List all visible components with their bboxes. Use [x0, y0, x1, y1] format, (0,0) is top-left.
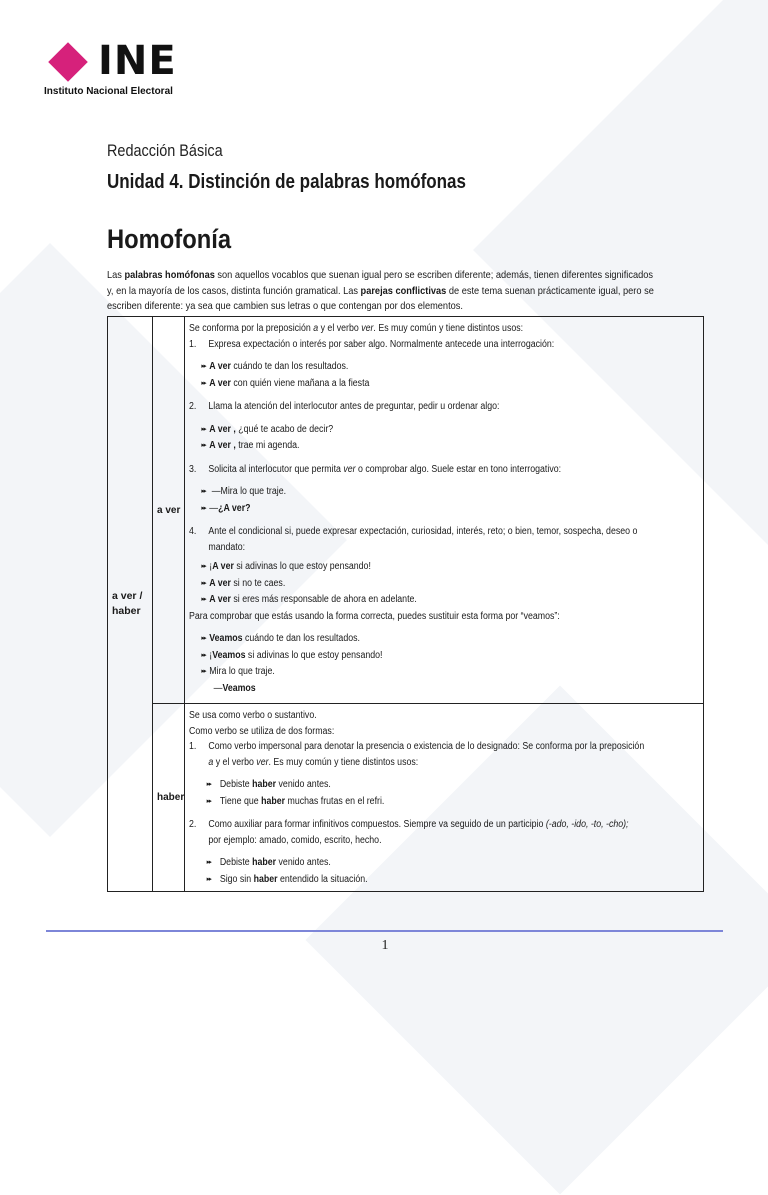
haber-intro-2: Como verbo se utiliza de dos formas:: [189, 725, 335, 737]
example-item: ▸▸ Mira lo que traje.: [201, 666, 276, 677]
homophones-table: [107, 316, 704, 892]
example-item: ▸▸ —Mira lo que traje.: [201, 486, 287, 497]
arrow-icon: ▸▸: [201, 425, 206, 433]
logo-text: INE: [98, 38, 177, 84]
example-item: ▸▸ A ver si no te caes.: [201, 577, 286, 589]
arrow-icon: ▸▸: [206, 781, 212, 788]
ine-logo: [44, 38, 214, 104]
intro-paragraph: Las palabras homófonas son aquellos vocablos que suenan igual pero se escriben diferente; además, tienen diferentes significados y, en la mayoría de los casos, distinta función gramatical. Las parejas conflictivas de este tema suenan prácticamente igual, pero se escriben diferente: ya sea que cambien sus letras o que contengan por dos elementos.: [107, 269, 654, 312]
example-item: ▸▸ ¡A ver si adivinas lo que estoy pensando!: [201, 561, 372, 572]
list-item: 4. Ante el condicional si, puede expresar expectación, curiosidad, interés, reto; o bien, temor, sospecha, deseo o: [189, 526, 638, 537]
example-item: ▸▸ Sigo sin haber entendido la situación.: [206, 873, 368, 885]
arrow-icon: ▸▸: [201, 504, 206, 512]
example-item: ▸▸ Tiene que haber muchas frutas en el refri.: [206, 795, 385, 807]
footer-divider: [46, 930, 723, 932]
table-row: [108, 317, 704, 704]
haber-label: haber: [157, 792, 185, 803]
haber-content-cell: [185, 704, 704, 892]
example-item: ▸▸ A ver con quién viene mañana a la fiesta: [201, 377, 370, 389]
haber-intro: Se usa como verbo o sustantivo.: [189, 710, 317, 721]
example-item: ▸▸ —¿A ver?: [201, 502, 251, 514]
aver-content-cell: [185, 317, 704, 704]
example-item: ▸▸ ¡Veamos si adivinas lo que estoy pensando!: [201, 649, 383, 661]
haber-label-cell: [153, 704, 185, 892]
list-item: 1. Como verbo impersonal para denotar la presencia o existencia de lo designado: Se conforma por la preposición: [189, 741, 645, 752]
page-title: Homofonía: [107, 224, 232, 254]
example-item: —Veamos: [213, 682, 256, 694]
aver-label: a ver: [157, 504, 181, 516]
list-item-continuation: a y el verbo ver. Es muy común y tiene distintos usos:: [208, 756, 419, 768]
list-item: 1. Expresa expectación o interés por saber algo. Normalmente antecede una interrogación:: [189, 338, 555, 350]
example-item: ▸▸ A ver , ¿qué te acabo de decir?: [201, 423, 334, 435]
arrow-icon: ▸▸: [201, 596, 206, 603]
example-item: ▸▸ Debiste haber venido antes.: [206, 779, 332, 790]
arrow-icon: ▸▸: [201, 379, 206, 387]
table-row: [108, 704, 704, 892]
pair-label: a ver / haber: [112, 590, 143, 617]
arrow-icon: ▸▸: [201, 563, 206, 570]
arrow-icon: ▸▸: [201, 442, 206, 449]
example-item: ▸▸ A ver cuándo te dan los resultados.: [201, 361, 349, 372]
page-number: 1: [381, 938, 389, 953]
list-item-continuation: por ejemplo: amado, comido, escrito, hecho.: [208, 834, 382, 846]
arrow-icon: ▸▸: [201, 488, 206, 495]
list-item: 3. Solicita al interlocutor que permita ver o comprobar algo. Suele estar en tono interrogativo:: [189, 463, 562, 475]
list-item: 2. Como auxiliar para formar infinitivos compuestos. Siempre va seguido de un participio (-ado, -ido, -to, -cho);: [189, 819, 629, 830]
arrow-icon: ▸▸: [201, 635, 206, 642]
pair-label-cell: [108, 317, 153, 892]
arrow-icon: ▸▸: [206, 797, 212, 805]
aver-label-cell: [153, 317, 185, 704]
unit-title: Unidad 4. Distinción de palabras homófonas: [107, 171, 466, 193]
logo-subtitle: Instituto Nacional Electoral: [44, 86, 173, 97]
example-item: ▸▸ A ver , trae mi agenda.: [201, 440, 300, 451]
ine-diamond-icon: [48, 42, 88, 82]
arrow-icon: ▸▸: [201, 579, 206, 587]
list-item: 2. Llama la atención del interlocutor antes de preguntar, pedir u ordenar algo:: [189, 401, 500, 412]
course-title: Redacción Básica: [107, 141, 223, 160]
example-item: ▸▸ A ver si eres más responsable de ahora en adelante.: [201, 594, 418, 605]
example-item: ▸▸ Veamos cuándo te dan los resultados.: [201, 633, 361, 644]
aver-intro: Se conforma por la preposición a y el verbo ver. Es muy común y tiene distintos usos:: [189, 323, 524, 334]
example-item: ▸▸ Debiste haber venido antes.: [206, 857, 332, 868]
arrow-icon: ▸▸: [201, 651, 206, 659]
arrow-icon: ▸▸: [206, 859, 212, 866]
arrow-icon: ▸▸: [201, 668, 206, 675]
arrow-icon: ▸▸: [206, 875, 212, 883]
check-note: Para comprobar que estás usando la forma correcta, puedes sustituir esta forma por “veamos”:: [189, 610, 560, 622]
list-item-continuation: mandato:: [208, 541, 246, 553]
arrow-icon: ▸▸: [201, 363, 206, 370]
